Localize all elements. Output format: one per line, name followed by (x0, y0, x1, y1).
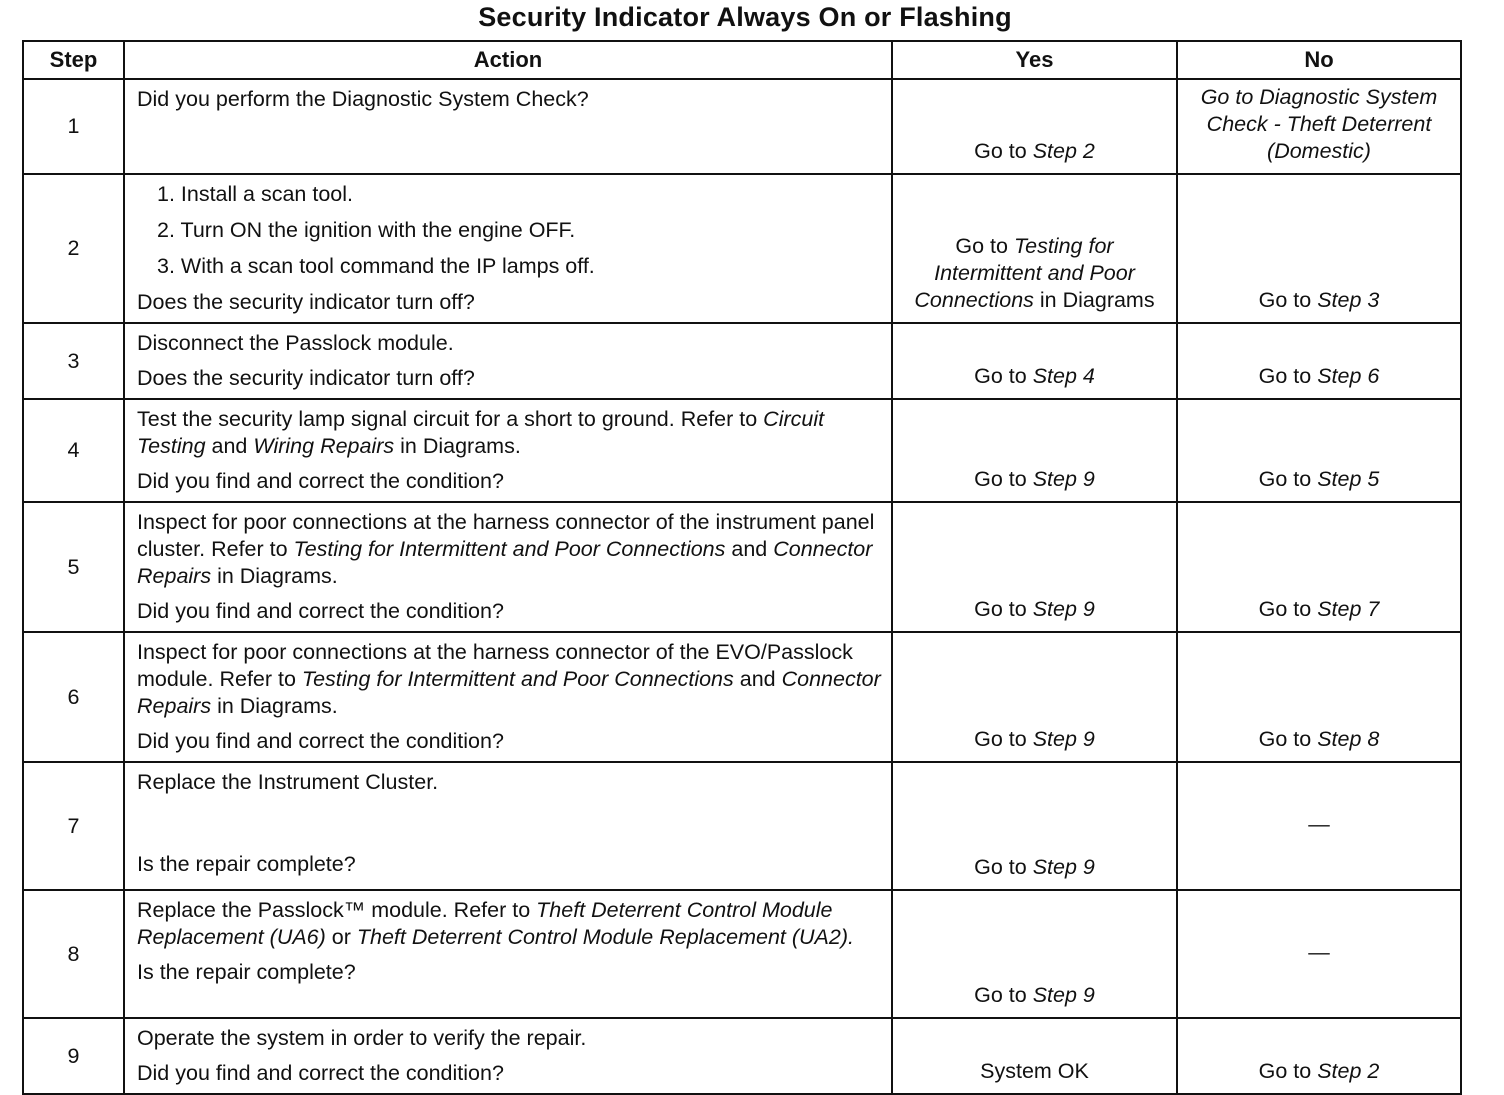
no-link[interactable]: Step 2 (1317, 1059, 1380, 1083)
header-step: Step (23, 41, 124, 79)
action-cell (124, 890, 892, 1018)
yes-cell (892, 890, 1177, 1018)
no-cell (1177, 323, 1461, 399)
action-link[interactable]: Wiring Repairs (253, 434, 395, 458)
yes-link[interactable]: Step 9 (1032, 983, 1095, 1007)
no-cell (1177, 1018, 1461, 1094)
action-text (137, 406, 881, 460)
no-link[interactable]: Step 8 (1317, 727, 1380, 751)
step-number: 7 (23, 762, 124, 890)
yes-link[interactable]: Step 9 (1032, 467, 1095, 491)
no-link[interactable]: Step 5 (1317, 467, 1380, 491)
no-prefix: Go to (1258, 467, 1318, 491)
action-text-part: and (733, 667, 782, 691)
action-question: Did you perform the Diagnostic System Check? (137, 87, 589, 111)
action-text-part: Replace the Passlock™ module. Refer to (137, 898, 537, 922)
table-row (23, 502, 1461, 632)
action-cell (124, 399, 892, 502)
page-title: Security Indicator Always On or Flashing (478, 2, 1012, 32)
step-number: 8 (23, 890, 124, 1018)
no-cell (1177, 762, 1461, 890)
action-question: Is the repair complete? (137, 960, 356, 984)
action-question: Does the security indicator turn off? (137, 290, 475, 314)
step-number: 2 (23, 174, 124, 323)
action-question: Did you find and correct the condition? (137, 599, 504, 623)
yes-cell (892, 323, 1177, 399)
action-link[interactable]: Connector Repairs (137, 667, 881, 718)
no-link[interactable]: Step 7 (1317, 597, 1380, 621)
no-cell (1177, 79, 1461, 174)
yes-link[interactable]: Step 4 (1032, 364, 1095, 388)
action-text-part: Inspect for poor connections at the harness connector of the instrument panel cluster. Refer to (137, 510, 875, 561)
yes-cell (892, 399, 1177, 502)
no-cell (1177, 632, 1461, 762)
action-link[interactable]: Connector Repairs (137, 537, 873, 588)
action-link[interactable]: Theft Deterrent Control Module Replacement (UA6) (137, 898, 833, 949)
step-number: 4 (23, 399, 124, 502)
no-prefix: Go to (1258, 1059, 1318, 1083)
step-number: 5 (23, 502, 124, 632)
header-row (23, 41, 1461, 79)
table-row (23, 79, 1461, 174)
no-cell (1177, 502, 1461, 632)
list-item: 1. Install a scan tool. (157, 182, 353, 206)
action-cell (124, 323, 892, 399)
yes-cell (892, 632, 1177, 762)
not-applicable-dash: — (1308, 811, 1330, 836)
table-row (23, 323, 1461, 399)
not-applicable-dash: — (1308, 939, 1330, 964)
yes-cell (892, 502, 1177, 632)
table-row (23, 890, 1461, 1018)
action-text-part: Inspect for poor connections at the harness connector of the EVO/Passlock module. Refer to (137, 640, 853, 691)
yes-cell (892, 762, 1177, 890)
action-question: Did you find and correct the condition? (137, 469, 504, 493)
yes-link[interactable]: Step 9 (1032, 597, 1095, 621)
yes-prefix: Go to (974, 139, 1033, 163)
action-text-part: and (205, 434, 254, 458)
header-action: Action (124, 41, 892, 79)
action-cell (124, 79, 892, 174)
yes-prefix: Go to (974, 727, 1033, 751)
action-text (137, 509, 881, 590)
action-text (137, 897, 881, 951)
action-text-part: in Diagrams. (394, 434, 521, 458)
no-cell (1177, 174, 1461, 323)
table-row (23, 762, 1461, 890)
yes-prefix: Go to (974, 597, 1033, 621)
yes-prefix: Go to (974, 855, 1033, 879)
no-cell (1177, 399, 1461, 502)
action-link[interactable]: Circuit Testing (137, 407, 825, 458)
no-prefix: Go to (1258, 727, 1318, 751)
yes-prefix: Go to (974, 364, 1033, 388)
numbered-list (157, 181, 881, 280)
yes-result: System OK (980, 1059, 1089, 1083)
header-yes: Yes (892, 41, 1177, 79)
action-cell (124, 502, 892, 632)
no-prefix: Go to (1258, 597, 1318, 621)
table-row (23, 632, 1461, 762)
no-prefix: Go to (1258, 288, 1318, 312)
action-text-part: in Diagrams. (211, 694, 338, 718)
yes-link[interactable]: Testing for Intermittent and Poor Connections (914, 234, 1135, 312)
action-cell (124, 762, 892, 890)
yes-link[interactable]: Step 9 (1032, 727, 1095, 751)
yes-prefix: Go to (974, 467, 1033, 491)
table-row (23, 174, 1461, 323)
no-prefix: Go to (1258, 364, 1318, 388)
action-text: Replace the Instrument Cluster. (137, 770, 439, 794)
yes-prefix: Go to (974, 983, 1033, 1007)
action-text-part: in Diagrams. (211, 564, 338, 588)
action-question: Did you find and correct the condition? (137, 1061, 504, 1085)
action-question: Is the repair complete? (137, 852, 356, 876)
list-item: 2. Turn ON the ignition with the engine OFF. (157, 218, 576, 242)
no-link[interactable]: Step 6 (1317, 364, 1380, 388)
yes-cell (892, 174, 1177, 323)
yes-prefix: Go to (955, 234, 1014, 258)
action-text-part: and (725, 537, 774, 561)
step-number: 6 (23, 632, 124, 762)
action-text (137, 639, 881, 720)
no-link[interactable]: Step 3 (1317, 288, 1380, 312)
header-no: No (1177, 41, 1461, 79)
step-number: 1 (23, 79, 124, 174)
action-text-part: Test the security lamp signal circuit for a short to ground. Refer to (137, 407, 764, 431)
diagnostic-table (22, 40, 1462, 1095)
action-cell (124, 1018, 892, 1094)
action-question: Did you find and correct the condition? (137, 729, 504, 753)
action-link[interactable]: Testing for Intermittent and Poor Connections (293, 537, 726, 561)
action-cell (124, 174, 892, 323)
action-text-part: or (325, 925, 357, 949)
yes-link[interactable]: Step 9 (1032, 855, 1095, 879)
table-row (23, 1018, 1461, 1094)
step-number: 9 (23, 1018, 124, 1094)
yes-cell (892, 79, 1177, 174)
no-cell (1177, 890, 1461, 1018)
table-row (23, 399, 1461, 502)
list-item: 3. With a scan tool command the IP lamps off. (157, 254, 595, 278)
step-number: 3 (23, 323, 124, 399)
yes-suffix: in Diagrams (1033, 288, 1155, 312)
no-link[interactable]: Go to Diagnostic System Check - Theft Deterrent (Domestic) (1200, 85, 1438, 163)
action-link[interactable]: Theft Deterrent Control Module Replacement (UA2). (356, 925, 854, 949)
yes-cell (892, 1018, 1177, 1094)
action-cell (124, 632, 892, 762)
action-question: Does the security indicator turn off? (137, 366, 475, 390)
yes-link[interactable]: Step 2 (1032, 139, 1095, 163)
action-text: Operate the system in order to verify the repair. (137, 1026, 587, 1050)
action-link[interactable]: Testing for Intermittent and Poor Connections (301, 667, 734, 691)
action-text: Disconnect the Passlock module. (137, 331, 454, 355)
